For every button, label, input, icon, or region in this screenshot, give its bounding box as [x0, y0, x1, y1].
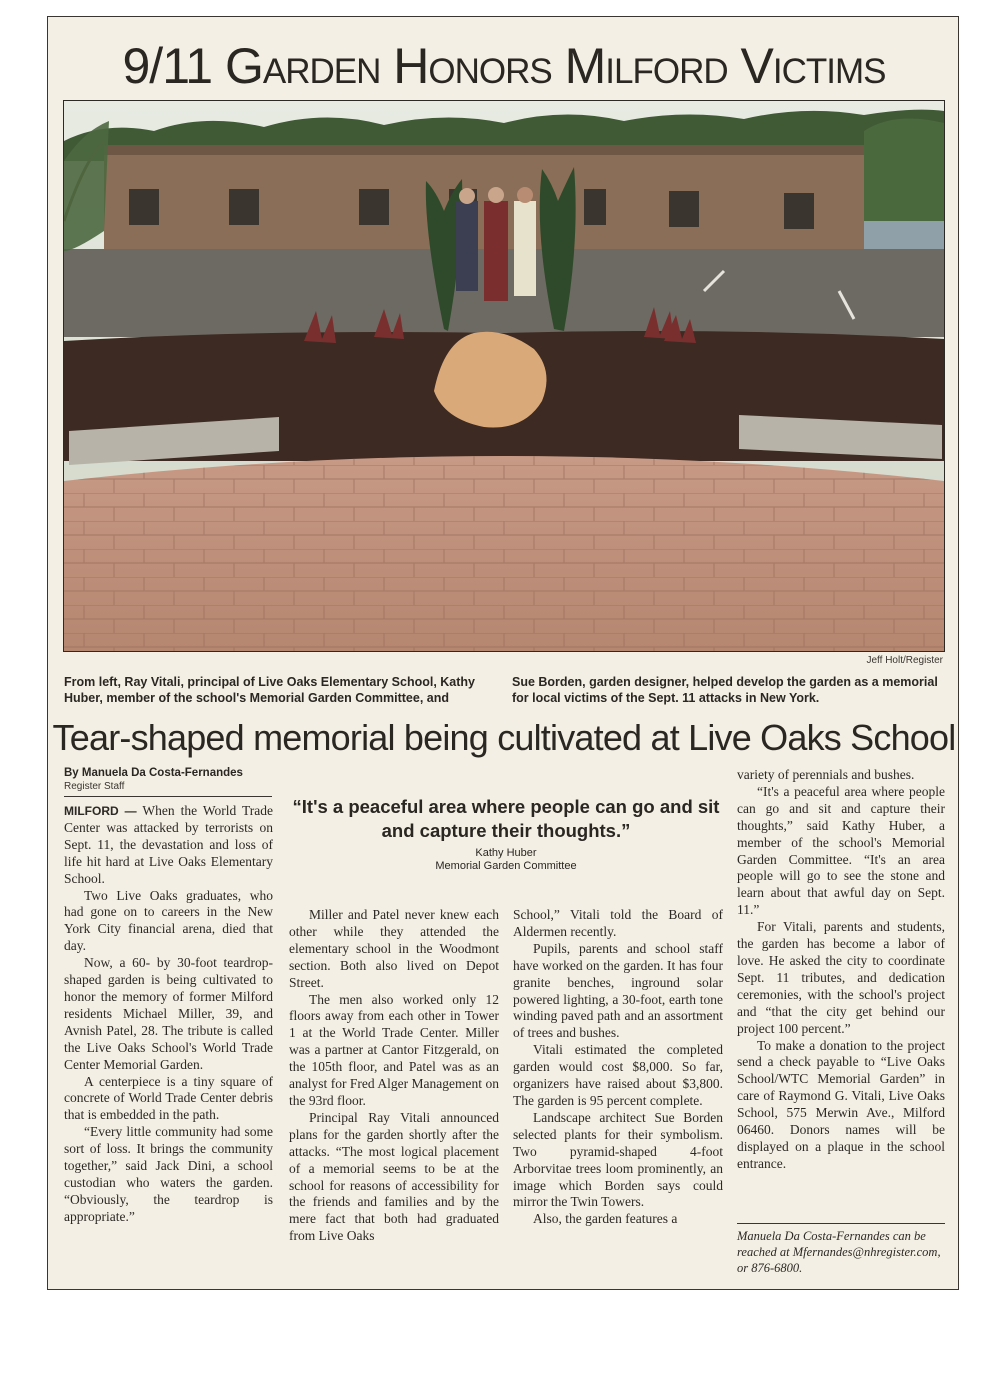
photo-caption-left: From left, Ray Vitali, principal of Live Oaks Elementary School, Kathy Huber, member of the school's Memorial Garden Committee, and	[64, 675, 475, 705]
byline-title: Register Staff	[64, 781, 125, 792]
paragraph: “Every little community had some sort of loss. It brings the community together,” said Jack Dini, a school custodian who waters the garden. “Obviously, the teardrop is appropriate.”	[64, 1124, 273, 1224]
paragraph: School,” Vitali told the Board of Aldermen recently.	[513, 907, 723, 939]
paragraph: A centerpiece is a tiny square of concrete of World Trade Center debris that is embedded in the path.	[64, 1073, 273, 1123]
byline-rule	[64, 796, 272, 797]
paragraph: Pupils, parents and school staff have worked on the garden. It has four granite benches, inground solar powered lighting, a 30-foot, earth tone winding paved path and an assortment of trees and bushes.	[513, 940, 723, 1041]
paragraph: Also, the garden features a	[533, 1211, 678, 1227]
garden-photo	[63, 100, 945, 652]
subheadline: Tear-shaped memorial being cultivated at Live Oaks School	[52, 717, 956, 758]
paragraph: For Vitali, parents and students, the garden has become a labor of love. He asked the city to coordinate Sept. 11 tributes, and dedication ceremonies, with the school's project and “that the city get behind our project 100 percent.”	[737, 919, 945, 1036]
article-column-1	[64, 803, 273, 1226]
photo-credit: Jeff Holt/Register	[866, 655, 943, 666]
paragraph: Now, a 60- by 30-foot teardrop-shaped garden is being cultivated to honor the memory of former Milford residents Michael Miller, 39, and Avnish Patel, 28. The tribute is called the Live Oaks School's World Trade Center Memorial Garden.	[64, 955, 273, 1072]
newspaper-clipping	[47, 16, 959, 1290]
paragraph: Landscape architect Sue Borden selected plants for their symbolism. Two pyramid-shaped 4-foot Arborvitae trees loom prominently, an image which Borden says could mirror the Twin Towers.	[513, 1109, 723, 1210]
paragraph: “It's a peaceful area where people can go and sit and capture their thoughts,” said Kathy Huber, a member of the school's Memorial Garden Committee. “It's an area people will go to see the stone and learn about that awful day on Sept. 11.”	[737, 783, 945, 918]
paragraph-text: When the World Trade Center was attacked by terrorists on Sept. 11, the devastation and loss of life hit hard at Live Oaks Elementary School.	[64, 803, 273, 886]
paragraph: Two Live Oaks graduates, who had gone on to careers in the New York City financial arena, died that day.	[64, 887, 273, 954]
pull-quote-title: Memorial Garden Committee	[435, 860, 577, 872]
headline: 9/11 Garden Honors Milford Victims	[122, 38, 886, 94]
photo-caption-right: Sue Borden, garden designer, helped develop the garden as a memorial for local victims of the Sept. 11 attacks in New York.	[512, 675, 938, 705]
article-column-4	[737, 767, 945, 1173]
paragraph: Principal Ray Vitali announced plans for the garden shortly after the attacks. “The most logical placement of a memorial seems to be at the school for reasons of accessibility for the friends and families and by the mere fact that both had graduated from Live Oaks	[289, 1109, 499, 1244]
dateline: MILFORD —	[64, 804, 137, 818]
article-column-2	[289, 907, 499, 1245]
paragraph: variety of perennials and bushes.	[737, 767, 915, 782]
author-contact-note: Manuela Da Costa-Fernandes can be reached at Mfernandes@nhregister.com, or 876-6800.	[737, 1229, 941, 1275]
pull-quote-name: Kathy Huber	[475, 847, 537, 859]
article-column-3	[513, 907, 723, 1228]
paragraph: Vitali estimated the completed garden would cost $8,000. So far, organizers have raised about $3,800. The garden is 95 percent complete.	[513, 1042, 723, 1108]
paragraph	[64, 803, 273, 888]
paragraph: To make a donation to the project send a check payable to “Live Oaks School/WTC Memorial Garden” in care of Raymond G. Vitali, Live Oaks School, 575 Merwin Ave., Milford 06460. Donors names will be displayed on a plaque in the school entrance.	[737, 1037, 945, 1171]
footnote-rule	[737, 1223, 945, 1224]
paragraph: The men also worked only 12 floors away from each other in Tower 1 at the World Trade Center. Miller was a partner at Cantor Fitzgerald, on the 105th floor, and Patel was as an analyst for Fred Alger Management on the 93rd floor.	[289, 991, 499, 1108]
paragraph: Miller and Patel never knew each other while they attended the elementary school in the Woodmont section. Both also lived on Depot Street.	[289, 907, 499, 990]
byline-name: By Manuela Da Costa-Fernandes	[64, 767, 243, 779]
pull-quote: “It's a peaceful area where people can go and sit and capture their thoughts.”	[292, 796, 720, 841]
